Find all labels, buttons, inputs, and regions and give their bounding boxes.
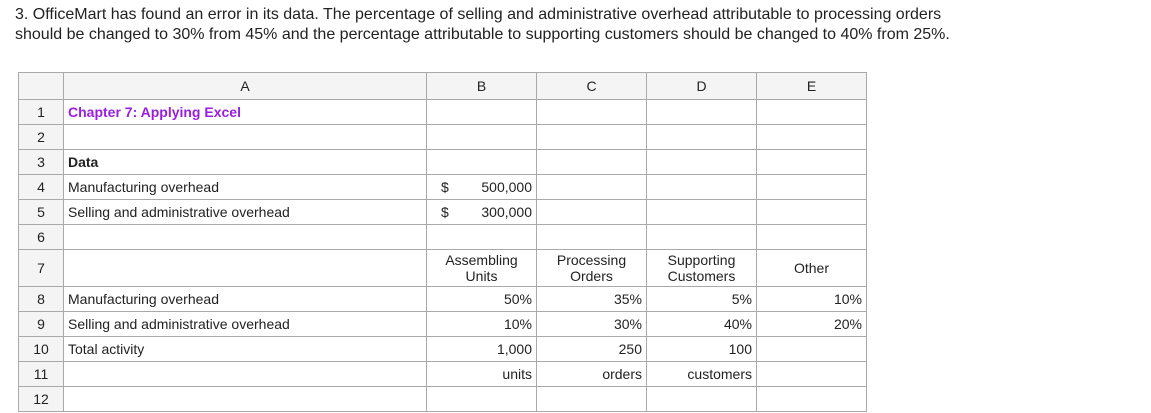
row-header-8[interactable]: 8: [19, 287, 64, 312]
cell-b4[interactable]: [427, 175, 537, 200]
question-text: [15, 5, 1135, 45]
cell-b10[interactable]: 1,000: [427, 337, 537, 362]
column-header-a[interactable]: A: [64, 73, 427, 100]
cell-c9[interactable]: 30%: [537, 312, 647, 337]
cell-a7[interactable]: [64, 250, 427, 287]
cell-a1[interactable]: Chapter 7: Applying Excel: [64, 100, 427, 125]
cell-a2[interactable]: [64, 125, 427, 150]
row-header-10[interactable]: 10: [19, 337, 64, 362]
cell-c1[interactable]: [537, 100, 647, 125]
cell-e6[interactable]: [757, 225, 867, 250]
column-header-b[interactable]: B: [427, 73, 537, 100]
cell-c6[interactable]: [537, 225, 647, 250]
cell-a8[interactable]: Manufacturing overhead: [64, 287, 427, 312]
cell-c3[interactable]: [537, 150, 647, 175]
cell-b3[interactable]: [427, 150, 537, 175]
cell-d9[interactable]: 40%: [647, 312, 757, 337]
cell-d4[interactable]: [647, 175, 757, 200]
header-line-1: Processing: [556, 252, 627, 268]
cell-e9[interactable]: 20%: [757, 312, 867, 337]
cell-d2[interactable]: [647, 125, 757, 150]
row-header-12[interactable]: 12: [19, 387, 64, 412]
cell-d12[interactable]: [647, 387, 757, 412]
cell-b6[interactable]: [427, 225, 537, 250]
cell-d7[interactable]: [647, 250, 757, 287]
cell-a5[interactable]: Selling and administrative overhead: [64, 200, 427, 225]
cell-e4[interactable]: [757, 175, 867, 200]
cell-b9[interactable]: 10%: [427, 312, 537, 337]
currency-symbol: $: [441, 179, 449, 195]
row-header-7[interactable]: 7: [19, 250, 64, 287]
cell-a12[interactable]: [64, 387, 427, 412]
cell-b1[interactable]: [427, 100, 537, 125]
cell-e12[interactable]: [757, 387, 867, 412]
header-line-1: Supporting: [667, 252, 736, 268]
cell-b11[interactable]: units: [427, 362, 537, 387]
column-header-c[interactable]: C: [537, 73, 647, 100]
header-line-2: Customers: [667, 268, 736, 284]
cell-d6[interactable]: [647, 225, 757, 250]
cell-b7[interactable]: [427, 250, 537, 287]
cell-e1[interactable]: [757, 100, 867, 125]
cell-e11[interactable]: [757, 362, 867, 387]
cell-d5[interactable]: [647, 200, 757, 225]
cell-b12[interactable]: [427, 387, 537, 412]
question-line-1: 3. OfficeMart has found an error in its data. The percentage of selling and administrative overhead attributable to processing orders: [15, 6, 942, 23]
header-line-2: Units: [465, 268, 498, 284]
cell-c11[interactable]: orders: [537, 362, 647, 387]
cell-a3[interactable]: Data: [64, 150, 427, 175]
cell-c5[interactable]: [537, 200, 647, 225]
cell-a11[interactable]: [64, 362, 427, 387]
cell-b2[interactable]: [427, 125, 537, 150]
cell-d8[interactable]: 5%: [647, 287, 757, 312]
cell-d1[interactable]: [647, 100, 757, 125]
cell-c7[interactable]: [537, 250, 647, 287]
currency-symbol: $: [441, 204, 449, 220]
cell-a9[interactable]: Selling and administrative overhead: [64, 312, 427, 337]
cell-a10[interactable]: Total activity: [64, 337, 427, 362]
row-header-1[interactable]: 1: [19, 100, 64, 125]
row-header-9[interactable]: 9: [19, 312, 64, 337]
cell-c12[interactable]: [537, 387, 647, 412]
cell-e3[interactable]: [757, 150, 867, 175]
select-all-corner[interactable]: [19, 73, 64, 100]
cell-c10[interactable]: 250: [537, 337, 647, 362]
cell-c4[interactable]: [537, 175, 647, 200]
cell-c2[interactable]: [537, 125, 647, 150]
row-header-3[interactable]: 3: [19, 150, 64, 175]
question-line-2: should be changed to 30% from 45% and the percentage attributable to supporting customers should be changed to 40% from 25%.: [15, 26, 950, 43]
cell-a6[interactable]: [64, 225, 427, 250]
cell-e8[interactable]: 10%: [757, 287, 867, 312]
cell-e7[interactable]: Other: [757, 250, 867, 287]
cell-e10[interactable]: [757, 337, 867, 362]
row-header-5[interactable]: 5: [19, 200, 64, 225]
amount-value: 500,000: [481, 179, 532, 195]
row-header-6[interactable]: 6: [19, 225, 64, 250]
spreadsheet: [18, 72, 867, 412]
row-header-4[interactable]: 4: [19, 175, 64, 200]
amount-value: 300,000: [481, 204, 532, 220]
cell-d10[interactable]: 100: [647, 337, 757, 362]
cell-e5[interactable]: [757, 200, 867, 225]
cell-b5[interactable]: [427, 200, 537, 225]
row-header-11[interactable]: 11: [19, 362, 64, 387]
row-header-2[interactable]: 2: [19, 125, 64, 150]
cell-d3[interactable]: [647, 150, 757, 175]
cell-d11[interactable]: customers: [647, 362, 757, 387]
cell-a4[interactable]: Manufacturing overhead: [64, 175, 427, 200]
column-header-e[interactable]: E: [757, 73, 867, 100]
cell-e2[interactable]: [757, 125, 867, 150]
cell-b8[interactable]: 50%: [427, 287, 537, 312]
header-line-1: Assembling: [445, 252, 518, 268]
column-header-d[interactable]: D: [647, 73, 757, 100]
header-line-2: Orders: [570, 268, 613, 284]
cell-c8[interactable]: 35%: [537, 287, 647, 312]
